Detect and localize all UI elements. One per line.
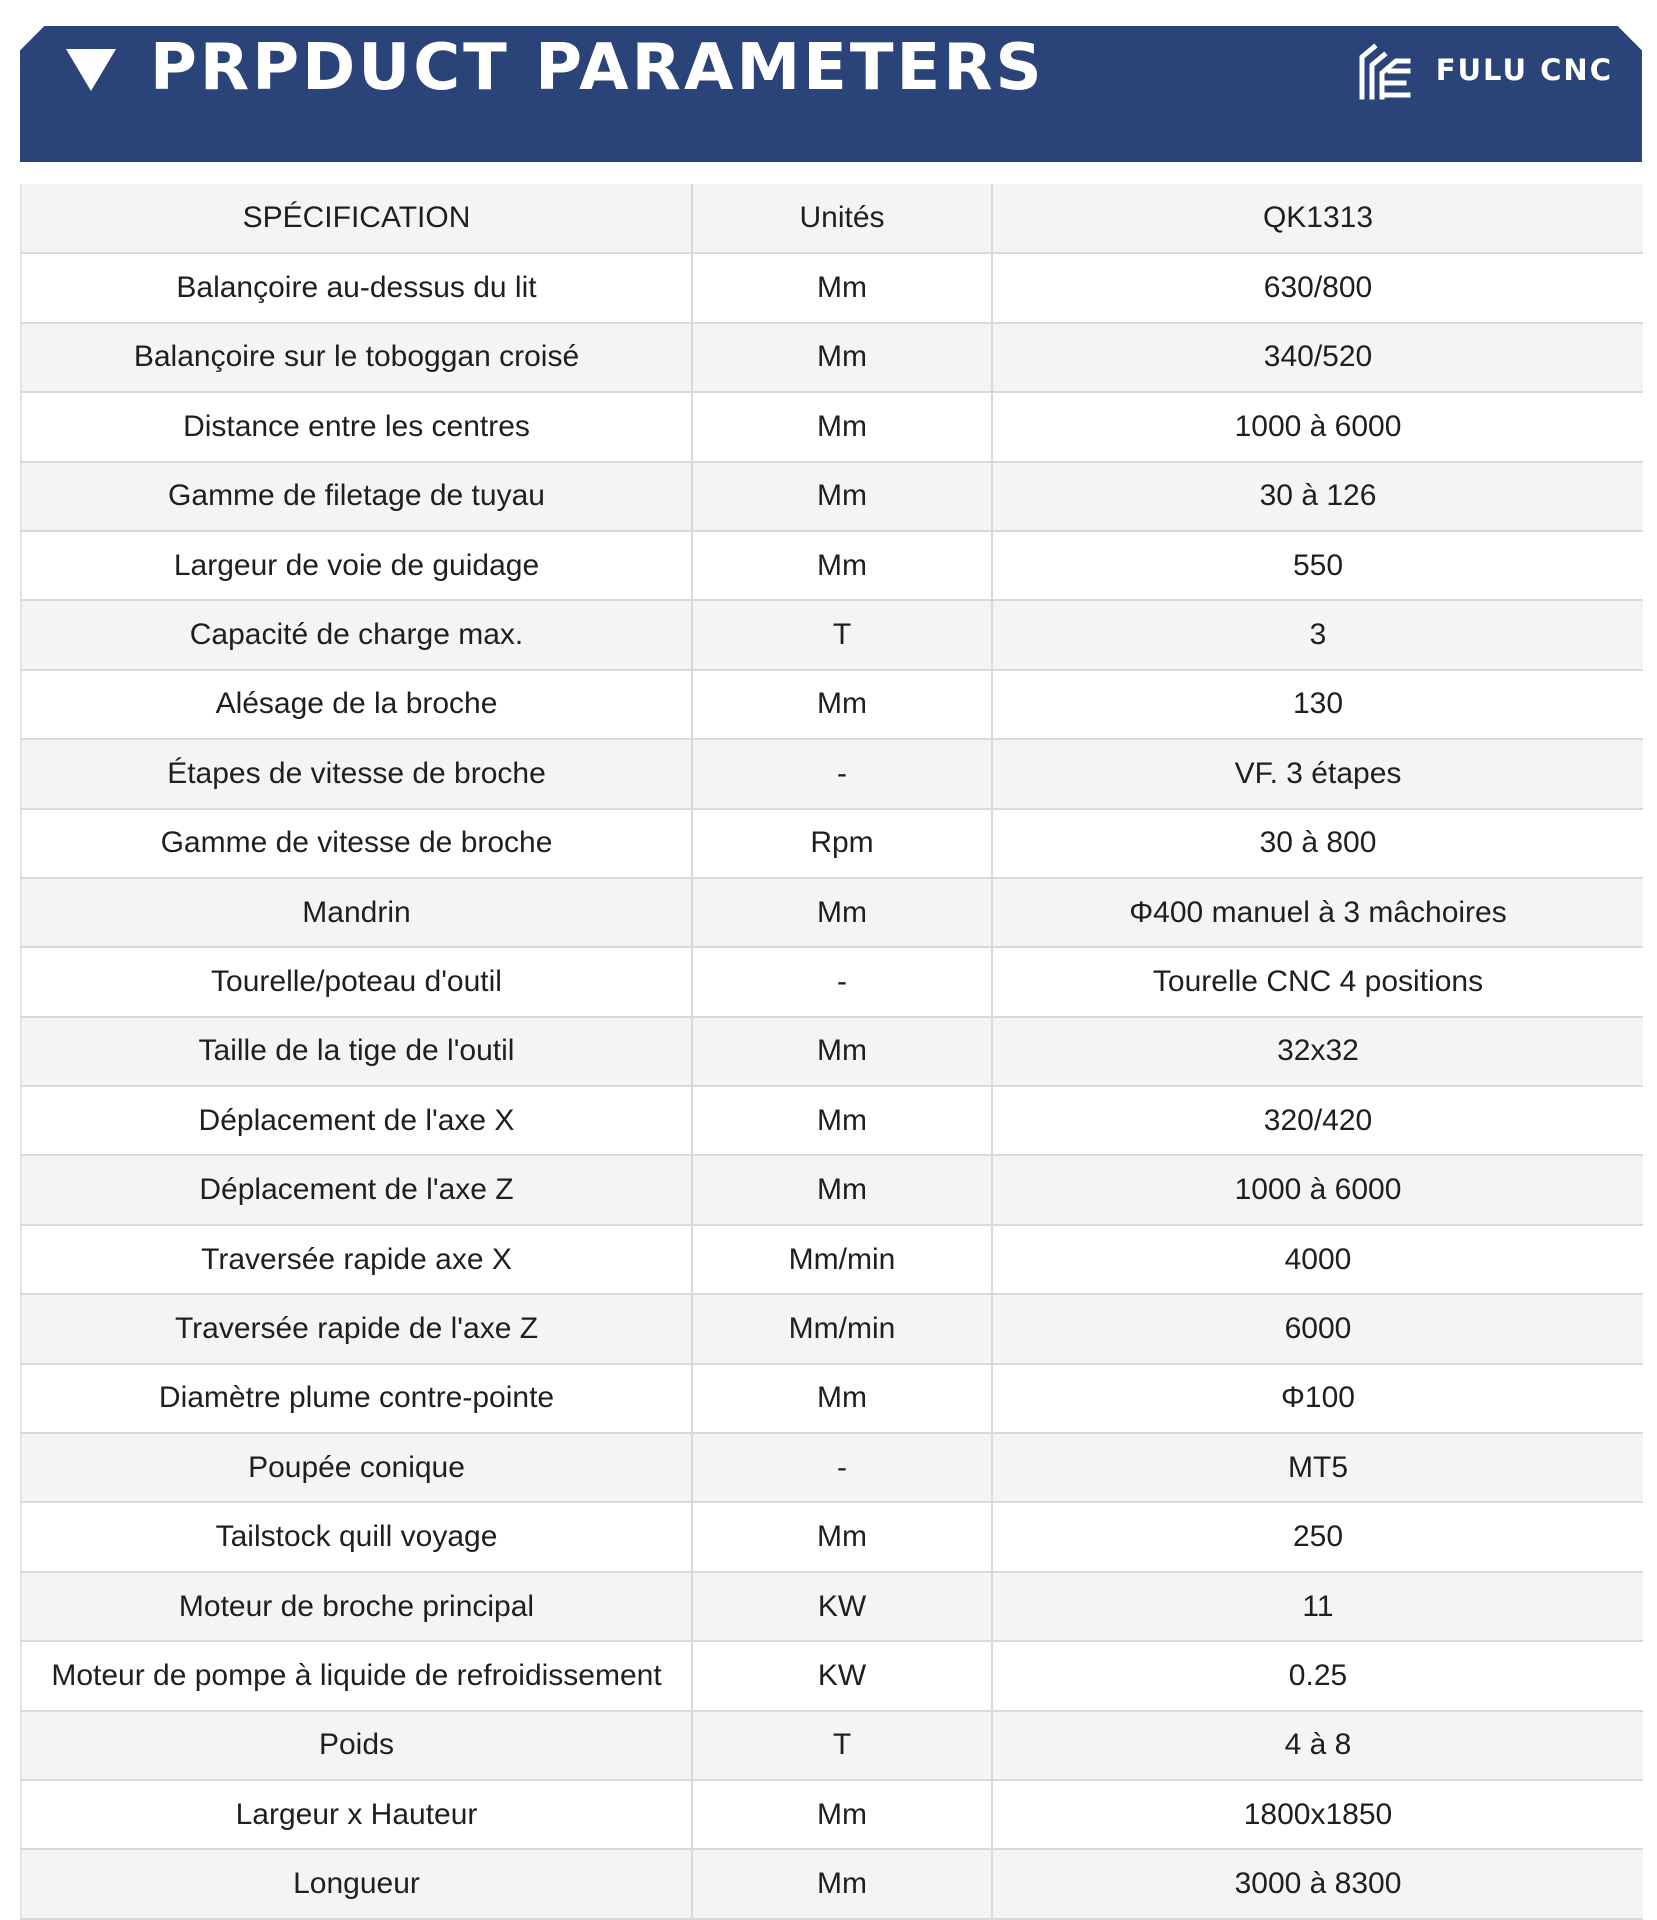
- cell-unit: Mm: [692, 1364, 992, 1433]
- cell-specification: Balançoire au-dessus du lit: [21, 253, 692, 322]
- header-model: QK1313: [992, 184, 1643, 253]
- table-row: [21, 947, 1643, 1016]
- cell-unit: Mm: [692, 1780, 992, 1849]
- cell-specification: Tailstock quill voyage: [21, 1502, 692, 1571]
- cell-value: 340/520: [992, 323, 1643, 392]
- table-row: [21, 1849, 1643, 1918]
- cell-specification: Déplacement de l'axe X: [21, 1086, 692, 1155]
- cell-value: 0.25: [992, 1641, 1643, 1710]
- cell-unit: Mm: [692, 462, 992, 531]
- table-header-row: [21, 184, 1643, 253]
- cell-specification: Balançoire sur le toboggan croisé: [21, 323, 692, 392]
- cell-specification: Alésage de la broche: [21, 670, 692, 739]
- table-row: [21, 1711, 1643, 1780]
- cell-specification: Gamme de filetage de tuyau: [21, 462, 692, 531]
- cell-specification: Capacité de charge max.: [21, 600, 692, 669]
- cell-value: Φ400 manuel à 3 mâchoires: [992, 878, 1643, 947]
- table-row: [21, 1364, 1643, 1433]
- cell-specification: Diamètre plume contre-pointe: [21, 1364, 692, 1433]
- cell-unit: Mm: [692, 253, 992, 322]
- cell-unit: Mm/min: [692, 1294, 992, 1363]
- cell-value: 320/420: [992, 1086, 1643, 1155]
- table-row: [21, 1641, 1643, 1710]
- table-row: [21, 1086, 1643, 1155]
- cell-specification: Moteur de broche principal: [21, 1572, 692, 1641]
- cell-unit: -: [692, 947, 992, 1016]
- cell-specification: Distance entre les centres: [21, 392, 692, 461]
- cell-unit: Mm: [692, 1017, 992, 1086]
- cell-unit: Mm/min: [692, 1225, 992, 1294]
- brand-logo-group: [1356, 40, 1613, 100]
- table-row: [21, 878, 1643, 947]
- cell-value: 4 à 8: [992, 1711, 1643, 1780]
- cell-value: 1000 à 6000: [992, 392, 1643, 461]
- cell-unit: Mm: [692, 1849, 992, 1918]
- table-row: [21, 392, 1643, 461]
- cell-specification: Poupée conique: [21, 1433, 692, 1502]
- cell-specification: Déplacement de l'axe Z: [21, 1155, 692, 1224]
- table-row: [21, 1294, 1643, 1363]
- table-row: [21, 1502, 1643, 1571]
- table-row: [21, 600, 1643, 669]
- header-units: Unités: [692, 184, 992, 253]
- cell-unit: T: [692, 1711, 992, 1780]
- cell-value: 30 à 800: [992, 809, 1643, 878]
- table-row: [21, 1155, 1643, 1224]
- cell-unit: KW: [692, 1641, 992, 1710]
- cell-unit: -: [692, 1433, 992, 1502]
- table-row: [21, 462, 1643, 531]
- cell-specification: Taille de la tige de l'outil: [21, 1017, 692, 1086]
- cell-unit: Mm: [692, 392, 992, 461]
- header-specification: SPÉCIFICATION: [21, 184, 692, 253]
- cell-value: 6000: [992, 1294, 1643, 1363]
- table-row: [21, 670, 1643, 739]
- cell-specification: Traversée rapide axe X: [21, 1225, 692, 1294]
- cell-specification: Tourelle/poteau d'outil: [21, 947, 692, 1016]
- cell-specification: Gamme de vitesse de broche: [21, 809, 692, 878]
- table-row: [21, 531, 1643, 600]
- table-row: [21, 1433, 1643, 1502]
- cell-value: 30 à 126: [992, 462, 1643, 531]
- cell-value: Φ100: [992, 1364, 1643, 1433]
- cell-unit: Mm: [692, 878, 992, 947]
- cell-value: 1800x1850: [992, 1780, 1643, 1849]
- table-row: [21, 1780, 1643, 1849]
- table-row: [21, 1225, 1643, 1294]
- parameters-table-container: [20, 184, 1642, 1920]
- fulu-logo-icon: [1356, 39, 1418, 101]
- page-title: PRPDUCT PARAMETERS: [150, 31, 1045, 105]
- cell-value: 630/800: [992, 253, 1643, 322]
- table-row: [21, 1572, 1643, 1641]
- cell-value: VF. 3 étapes: [992, 739, 1643, 808]
- cell-specification: Étapes de vitesse de broche: [21, 739, 692, 808]
- cell-value: 1000 à 6000: [992, 1155, 1643, 1224]
- cell-unit: KW: [692, 1572, 992, 1641]
- cell-value: MT5: [992, 1433, 1643, 1502]
- cell-value: 11: [992, 1572, 1643, 1641]
- cell-unit: Mm: [692, 1155, 992, 1224]
- table-row: [21, 253, 1643, 322]
- cell-value: 3000 à 8300: [992, 1849, 1643, 1918]
- cell-value: 130: [992, 670, 1643, 739]
- cell-value: 3: [992, 600, 1643, 669]
- table-row: [21, 1017, 1643, 1086]
- cell-specification: Largeur x Hauteur: [21, 1780, 692, 1849]
- parameters-table: [20, 184, 1643, 1920]
- cell-specification: Moteur de pompe à liquide de refroidissement: [21, 1641, 692, 1710]
- triangle-down-icon: [66, 49, 116, 91]
- table-row: [21, 739, 1643, 808]
- table-row: [21, 323, 1643, 392]
- cell-specification: Mandrin: [21, 878, 692, 947]
- cell-unit: Mm: [692, 323, 992, 392]
- cell-specification: Traversée rapide de l'axe Z: [21, 1294, 692, 1363]
- cell-unit: Mm: [692, 531, 992, 600]
- cell-value: 32x32: [992, 1017, 1643, 1086]
- cell-unit: -: [692, 739, 992, 808]
- cell-unit: Mm: [692, 1086, 992, 1155]
- cell-specification: Longueur: [21, 1849, 692, 1918]
- table-row: [21, 809, 1643, 878]
- cell-unit: Mm: [692, 670, 992, 739]
- brand-name: FULU CNC: [1435, 53, 1613, 87]
- cell-unit: T: [692, 600, 992, 669]
- cell-specification: Poids: [21, 1711, 692, 1780]
- cell-unit: Mm: [692, 1502, 992, 1571]
- cell-value: Tourelle CNC 4 positions: [992, 947, 1643, 1016]
- cell-value: 550: [992, 531, 1643, 600]
- cell-specification: Largeur de voie de guidage: [21, 531, 692, 600]
- cell-unit: Rpm: [692, 809, 992, 878]
- banner-title-group: [66, 31, 1045, 105]
- cell-value: 4000: [992, 1225, 1643, 1294]
- cell-value: 250: [992, 1502, 1643, 1571]
